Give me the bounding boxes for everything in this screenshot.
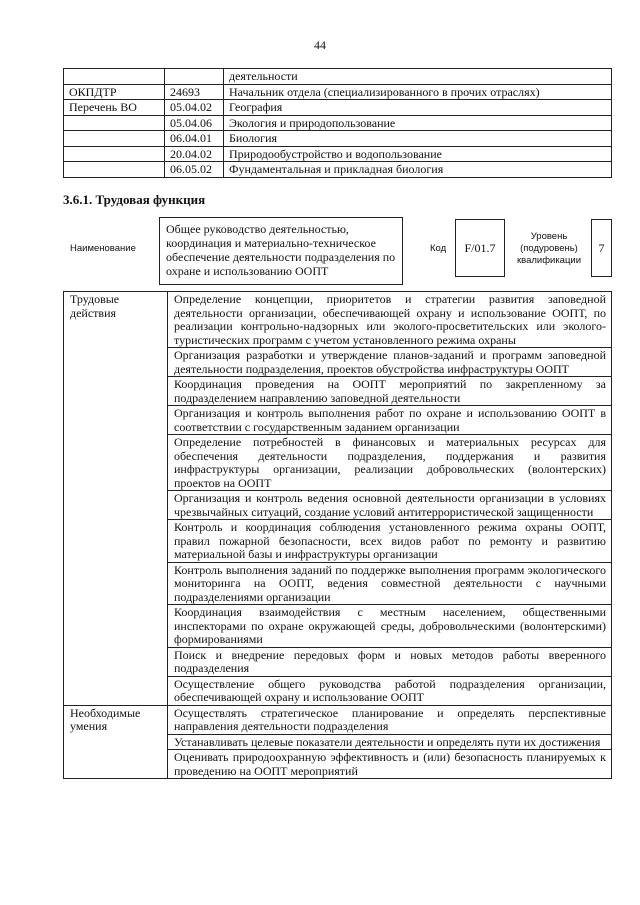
- codes-row: [64, 84, 612, 100]
- section-item: Координация проведения на ООПТ мероприятий по закрепленному за подразделением направлению заповедной деятельности: [168, 377, 612, 406]
- section-row: [64, 292, 612, 348]
- code-label: Код: [430, 243, 447, 254]
- codes-row: [64, 146, 612, 162]
- section-item: Контроль и координация соблюдения установленного режима охраны ООПТ, правил пожарной безопасности, всех видов работ по ремонту и развитию материальной базы и инфраструктуры организации: [168, 520, 612, 563]
- codes-value-cell: Фундаментальная и прикладная биология: [224, 162, 612, 178]
- codes-value-cell: Природообустройство и водопользование: [224, 146, 612, 162]
- section-item: Осуществление общего руководства работой подразделения организации, обеспечивающей охрану и использование ООПТ: [168, 676, 612, 705]
- codes-label-cell: ОКПДТР: [64, 84, 165, 100]
- codes-value-cell: деятельности: [224, 69, 612, 85]
- codes-row: [64, 131, 612, 147]
- codes-row: [64, 162, 612, 178]
- codes-row: [64, 115, 612, 131]
- qualification-level: 7: [591, 219, 612, 277]
- section-item: Организация разработки и утверждение планов-заданий и программ заповедной деятельности подразделения, проектов обустройства инфраструктуры ООПТ: [168, 348, 612, 377]
- codes-code-cell: 05.04.02: [165, 100, 224, 116]
- codes-value-cell: Экология и природопользование: [224, 115, 612, 131]
- section-item: Организация и контроль выполнения работ по охране и использованию ООПТ в соответствии с государственным заданием организации: [168, 406, 612, 435]
- codes-label-cell: [64, 115, 165, 131]
- codes-code-cell: 20.04.02: [165, 146, 224, 162]
- codes-code-cell: [165, 69, 224, 85]
- codes-code-cell: 06.04.01: [165, 131, 224, 147]
- section-item: Осуществлять стратегическое планирование и определять перспективные направления деятельности подразделения: [168, 705, 612, 734]
- codes-label-cell: [64, 146, 165, 162]
- codes-code-cell: 24693: [165, 84, 224, 100]
- codes-row: [64, 100, 612, 116]
- section-heading: 3.6.1. Трудовая функция: [63, 192, 206, 207]
- function-code: F/01.7: [455, 219, 505, 277]
- section-item: Поиск и внедрение передовых форм и новых методов работы вверенного подразделения: [168, 647, 612, 676]
- codes-code-cell: 06.05.02: [165, 162, 224, 178]
- section-item: Устанавливать целевые показатели деятельности и определять пути их достижения: [168, 734, 612, 750]
- section-item: Организация и контроль ведения основной деятельности организации в условиях чрезвычайных ситуаций, создание условий антитеррористической защищенности: [168, 491, 612, 520]
- codes-value-cell: Начальник отдела (специализированного в прочих отраслях): [224, 84, 612, 100]
- codes-label-cell: Перечень ВО: [64, 100, 165, 116]
- codes-label-cell: [64, 69, 165, 85]
- section-item: Определение потребностей в финансовых и материальных ресурсах для обеспечения деятельности подразделения, поддержания и развития инфраструктуры организации, реализации добровольческих (волонтерских) проектов на ООПТ: [168, 435, 612, 491]
- codes-value-cell: Биология: [224, 131, 612, 147]
- section-item: Координация взаимодействия с местным населением, общественными инспекторами по охране окружающей среды, добровольческими (волонтерскими) формированиями: [168, 605, 612, 648]
- section-item: Определение концепции, приоритетов и стратегии развития заповедной деятельности организации, обеспечивающей охрану и использование ООПТ, по реализации контрольно-надзорных или эколого-просветительских или эколого-туристических программ с учетом установленного режима охраны: [168, 292, 612, 348]
- codes-table: [63, 68, 612, 178]
- codes-row: [64, 69, 612, 85]
- section-row: [64, 705, 612, 734]
- codes-label-cell: [64, 131, 165, 147]
- section-title: Трудовые действия: [64, 292, 168, 706]
- section-item: Контроль выполнения заданий по поддержке выполнения программ экологического мониторинга на ООПТ, ведения совместной деятельности с научными подразделениями организации: [168, 562, 612, 605]
- level-label: Уровень (подуровень) квалификации: [516, 231, 582, 266]
- page-number: 44: [314, 38, 326, 52]
- function-name: Общее руководство деятельностью, координация и материально-техническое обеспечение деятельности подразделения по охране и использованию ООПТ: [159, 217, 403, 285]
- codes-code-cell: 05.04.06: [165, 115, 224, 131]
- actions-table: [63, 291, 612, 779]
- name-label: Наименование: [70, 243, 136, 254]
- section-title: Необходимые умения: [64, 705, 168, 779]
- codes-value-cell: География: [224, 100, 612, 116]
- section-item: Оценивать природоохранную эффективность и (или) безопасность планируемых к проведению на ООПТ мероприятий: [168, 750, 612, 779]
- codes-label-cell: [64, 162, 165, 178]
